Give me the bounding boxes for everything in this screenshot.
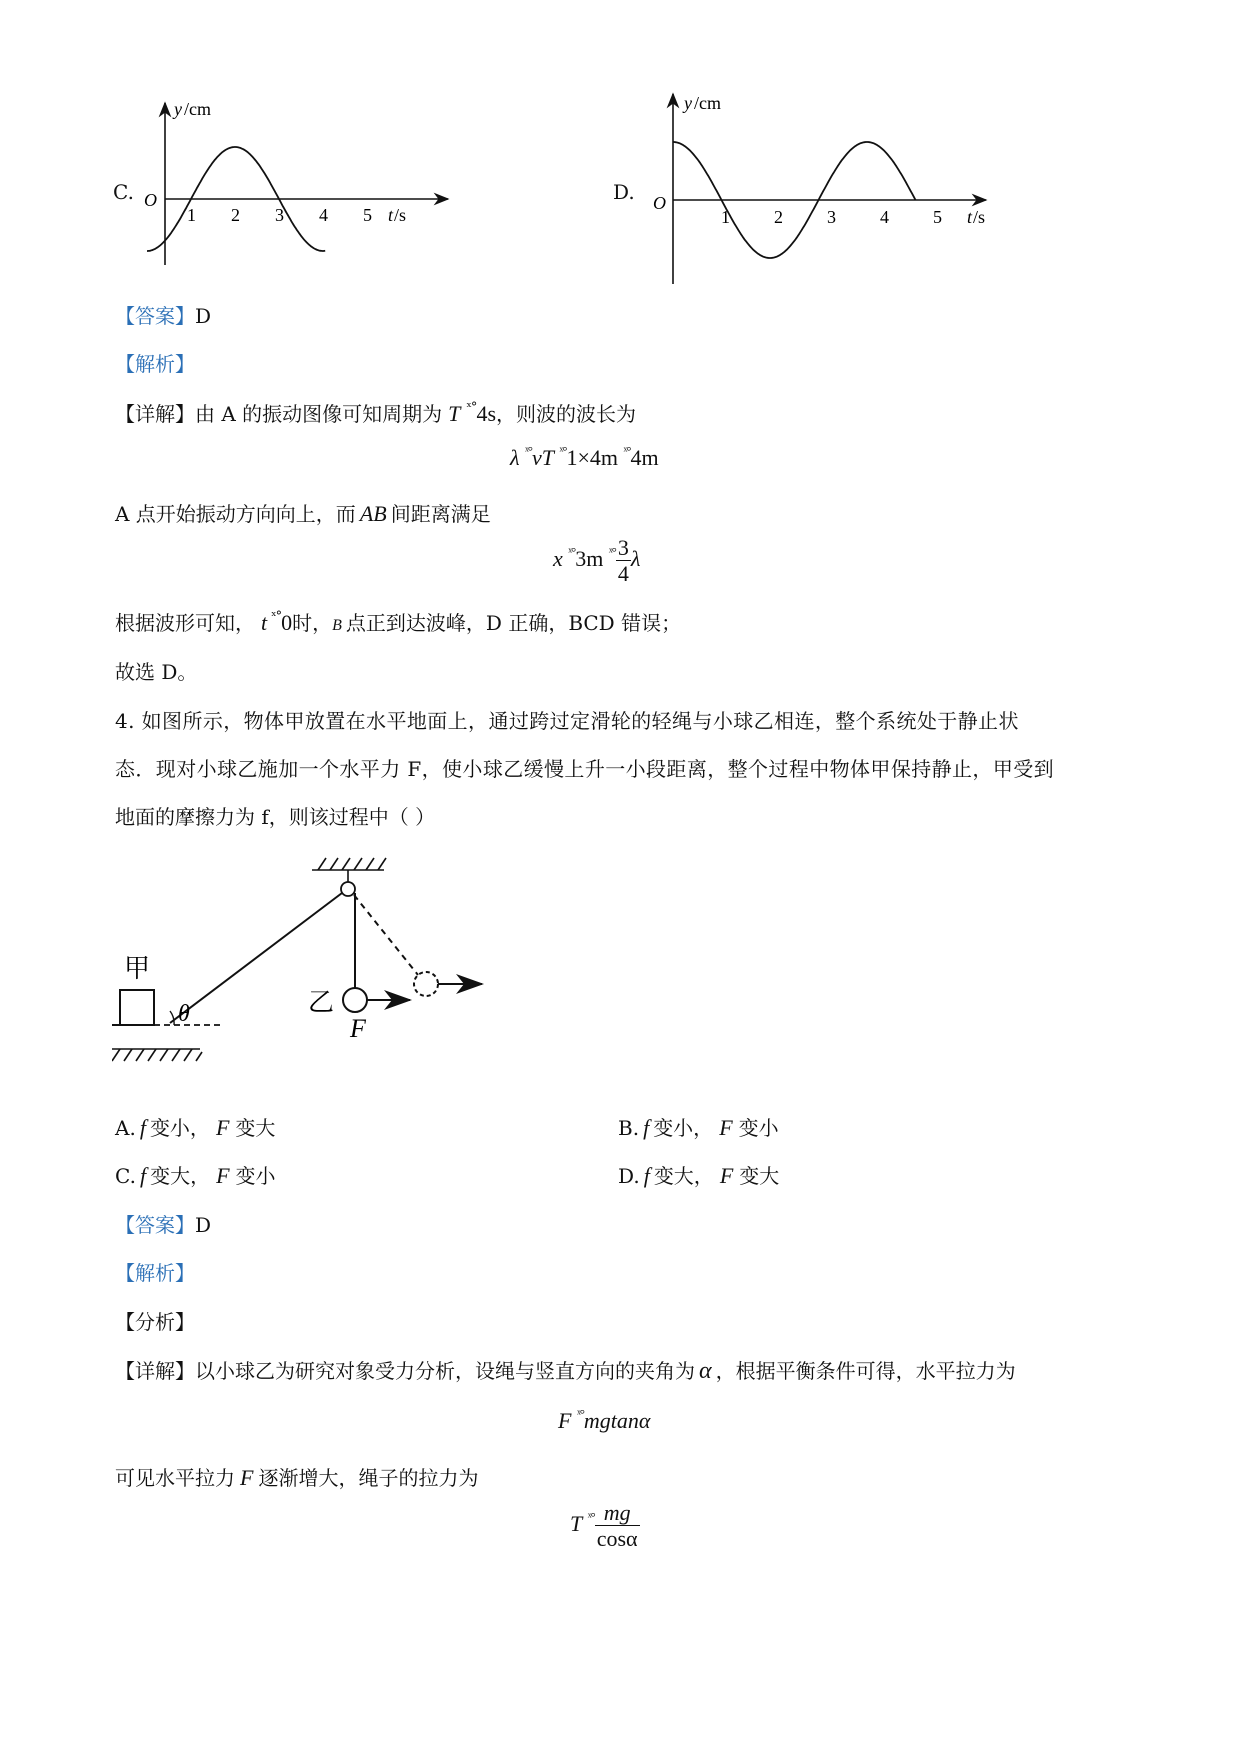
graph-c-ylabel: y — [174, 99, 182, 119]
q4-answer — [115, 1209, 211, 1238]
q4-line-b-text-2: 逐渐增大，绳子的拉力为 — [258, 1466, 479, 1490]
graph-d-tick: 5 — [933, 207, 942, 227]
eq3-sym: ˣ° — [576, 1406, 584, 1421]
label-F: F — [350, 1014, 366, 1043]
eq1-vT: vT — [532, 445, 554, 470]
q3-conclusion: 故选 D。 — [115, 660, 198, 684]
q4-detail-text-2: ，根据平衡条件可得，水平拉力为 — [715, 1359, 1016, 1383]
q4-answer-tag: 【答案】 — [115, 1213, 195, 1237]
option-c[interactable] — [115, 1160, 276, 1189]
q3-answer — [115, 300, 211, 329]
eq1-lambda: λ — [510, 445, 520, 470]
option-a-label: A. — [115, 1116, 136, 1140]
q3-answer-tag: 【答案】 — [115, 304, 195, 328]
option-b-label: B. — [618, 1116, 640, 1140]
q3-line3 — [115, 607, 681, 636]
option-c-label: C. — [115, 1164, 136, 1188]
graph-c-tick: 5 — [363, 205, 372, 225]
q3-line3-a: 根据波形可知， — [115, 611, 255, 635]
ball-dashed — [414, 972, 438, 996]
eq2-fraction — [616, 535, 631, 587]
eq2-sym: ˣ° — [608, 543, 616, 559]
q3-detail-T-val: 4s — [476, 401, 496, 426]
q3-line2 — [115, 498, 491, 527]
eq4-den: cosα — [596, 1526, 638, 1552]
option-c-t1: 变大， — [150, 1164, 211, 1188]
option-a-f: f — [139, 1115, 146, 1140]
option-c-label: C. — [113, 180, 134, 204]
eq4-fraction — [595, 1500, 640, 1552]
q4-fenxi-tag: 【分析】 — [115, 1310, 195, 1334]
q4-equation-3 — [558, 1408, 650, 1434]
option-a-t2: 变大 — [235, 1116, 276, 1140]
graph-c-tick: 1 — [187, 205, 196, 225]
q3-line3-B: B — [332, 617, 342, 634]
q3-line2-text: A 点开始振动方向向上，而 — [115, 502, 356, 526]
option-d-label: D. — [613, 180, 635, 204]
q3-line3-zero: 0 — [281, 610, 293, 635]
graph-d-tick: 1 — [721, 207, 730, 227]
graph-d — [648, 88, 998, 288]
q3-detail-T: T — [448, 401, 461, 426]
eq2-lambda: λ — [630, 545, 641, 571]
q3-line3-b: 时， — [292, 611, 333, 635]
q3-line3-c: 点正到达波峰，D 正确，BCD 错误； — [345, 611, 682, 635]
eq1-sym: ˣ° — [525, 443, 532, 458]
q4-equation-4 — [570, 1500, 640, 1552]
eq4-num: mg — [595, 1500, 640, 1526]
eq2-sym: ˣ° — [568, 543, 576, 559]
option-d-f: f — [643, 1163, 650, 1188]
graph-c-origin: O — [144, 190, 157, 210]
eq2-den: 4 — [617, 561, 629, 587]
eq1-sym: ˣ° — [623, 443, 631, 458]
q3-line3-t: t — [261, 610, 268, 635]
q3-equation-1 — [510, 445, 659, 471]
eq2-val: 3m — [575, 545, 604, 571]
q3-detail-text-1: 由 A 的振动图像可知周期为 — [195, 402, 443, 426]
graph-d-xlabel-unit: /s — [973, 207, 986, 227]
pulley — [341, 882, 355, 896]
label-jia: 甲 — [124, 954, 151, 983]
q4-stem-line3: 地面的摩擦力为 f，则该过程中（ ） — [115, 805, 436, 829]
eq3-rhs: mgtanα — [583, 1408, 651, 1433]
q4-detail-text-1: 以小球乙为研究对象受力分析，设绳与竖直方向的夹角为 — [195, 1359, 695, 1383]
graph-d-tick: 3 — [827, 207, 836, 227]
graph-c-ticks — [187, 205, 372, 225]
option-b-t2: 变小 — [738, 1116, 779, 1140]
q3-equation-2 — [553, 535, 640, 587]
q3-line2-text-b: 间距离满足 — [390, 502, 491, 526]
label-theta: θ — [178, 1001, 190, 1027]
ball-yi — [343, 988, 367, 1012]
option-d[interactable] — [618, 1160, 779, 1189]
eq1-product: 1×4m — [566, 445, 618, 470]
q4-stem-line2: 态．现对小球乙施加一个水平力 F，使小球乙缓慢上升一小段距离，整个过程中物体甲保持静止，甲受到 — [115, 757, 1055, 781]
option-d-t2: 变大 — [739, 1164, 780, 1188]
option-b[interactable] — [618, 1112, 779, 1141]
eq1-result: 4m — [630, 445, 659, 470]
graph-c-xlabel-unit: /s — [394, 205, 407, 225]
q4-detail-alpha: α — [699, 1358, 712, 1384]
q4-analysis-tag: 【解析】 — [115, 1261, 195, 1285]
graph-c-tick: 3 — [275, 205, 284, 225]
q3-analysis-tag: 【解析】 — [115, 352, 195, 376]
option-d-t1: 变大， — [653, 1164, 714, 1188]
q3-answer-value: D — [195, 304, 212, 328]
eq1-sym: ˣ° — [559, 443, 567, 458]
graph-d-xlabel-t: t — [967, 207, 973, 227]
q3-detail-text-2: ，则波的波长为 — [496, 402, 636, 426]
eq3-F: F — [558, 1408, 572, 1433]
option-a-F: F — [215, 1115, 230, 1140]
graph-d-ticks — [721, 207, 942, 227]
graph-d-yunit: /cm — [694, 93, 721, 113]
option-a[interactable] — [115, 1112, 275, 1141]
eq2-num: 3 — [617, 535, 629, 560]
label-yi: 乙 — [308, 988, 335, 1017]
option-d-label: D. — [618, 1164, 640, 1188]
q3-line3-sym: ˣ° — [271, 609, 282, 624]
q4-stem-line1: 4. 如图所示，物体甲放置在水平地面上，通过跨过定滑轮的轻绳与小球乙相连，整个系统处于静止状 — [115, 709, 1019, 733]
option-b-f: f — [643, 1115, 650, 1140]
option-c-t2: 变小 — [235, 1164, 276, 1188]
ground-hatch — [112, 1049, 202, 1061]
graph-c-tick: 2 — [231, 205, 240, 225]
graph-d-origin: O — [653, 193, 666, 213]
graph-d-ylabel: y — [684, 93, 692, 113]
graph-c-yunit: /cm — [184, 99, 211, 119]
q4-figure — [112, 855, 492, 1080]
option-d-F: F — [719, 1163, 734, 1188]
option-c-f: f — [139, 1163, 147, 1188]
ceiling-hatch — [312, 858, 386, 870]
graph-c-xlabel-t: t — [388, 205, 394, 225]
block-jia — [120, 990, 154, 1025]
option-c-F: F — [216, 1163, 230, 1188]
q4-answer-value: D — [195, 1213, 212, 1237]
q4-line-b-text-1: 可见水平拉力 — [115, 1466, 235, 1490]
q3-line2-AB: AB — [359, 501, 387, 526]
q4-detail-line — [115, 1355, 1016, 1385]
eq2-x: x — [553, 545, 563, 571]
graph-d-tick: 2 — [774, 207, 783, 227]
eq4-T: T — [570, 1510, 583, 1536]
eq4-sym: ˣ° — [587, 1508, 595, 1524]
q3-detail-line — [115, 398, 636, 427]
q4-detail-tag: 【详解】 — [115, 1359, 195, 1383]
option-b-F: F — [719, 1115, 733, 1140]
q4-line-b-F: F — [240, 1465, 254, 1490]
q4-line-b — [115, 1462, 478, 1491]
q3-detail-tag: 【详解】 — [115, 402, 195, 426]
graph-d-tick: 4 — [880, 207, 889, 227]
q3-detail-sym: ˣ° — [466, 400, 477, 415]
graph-c-tick: 4 — [319, 205, 328, 225]
graph-c — [140, 95, 460, 275]
option-a-t1: 变小， — [149, 1116, 210, 1140]
option-b-t1: 变小， — [653, 1116, 714, 1140]
rope-dashed — [354, 895, 418, 975]
